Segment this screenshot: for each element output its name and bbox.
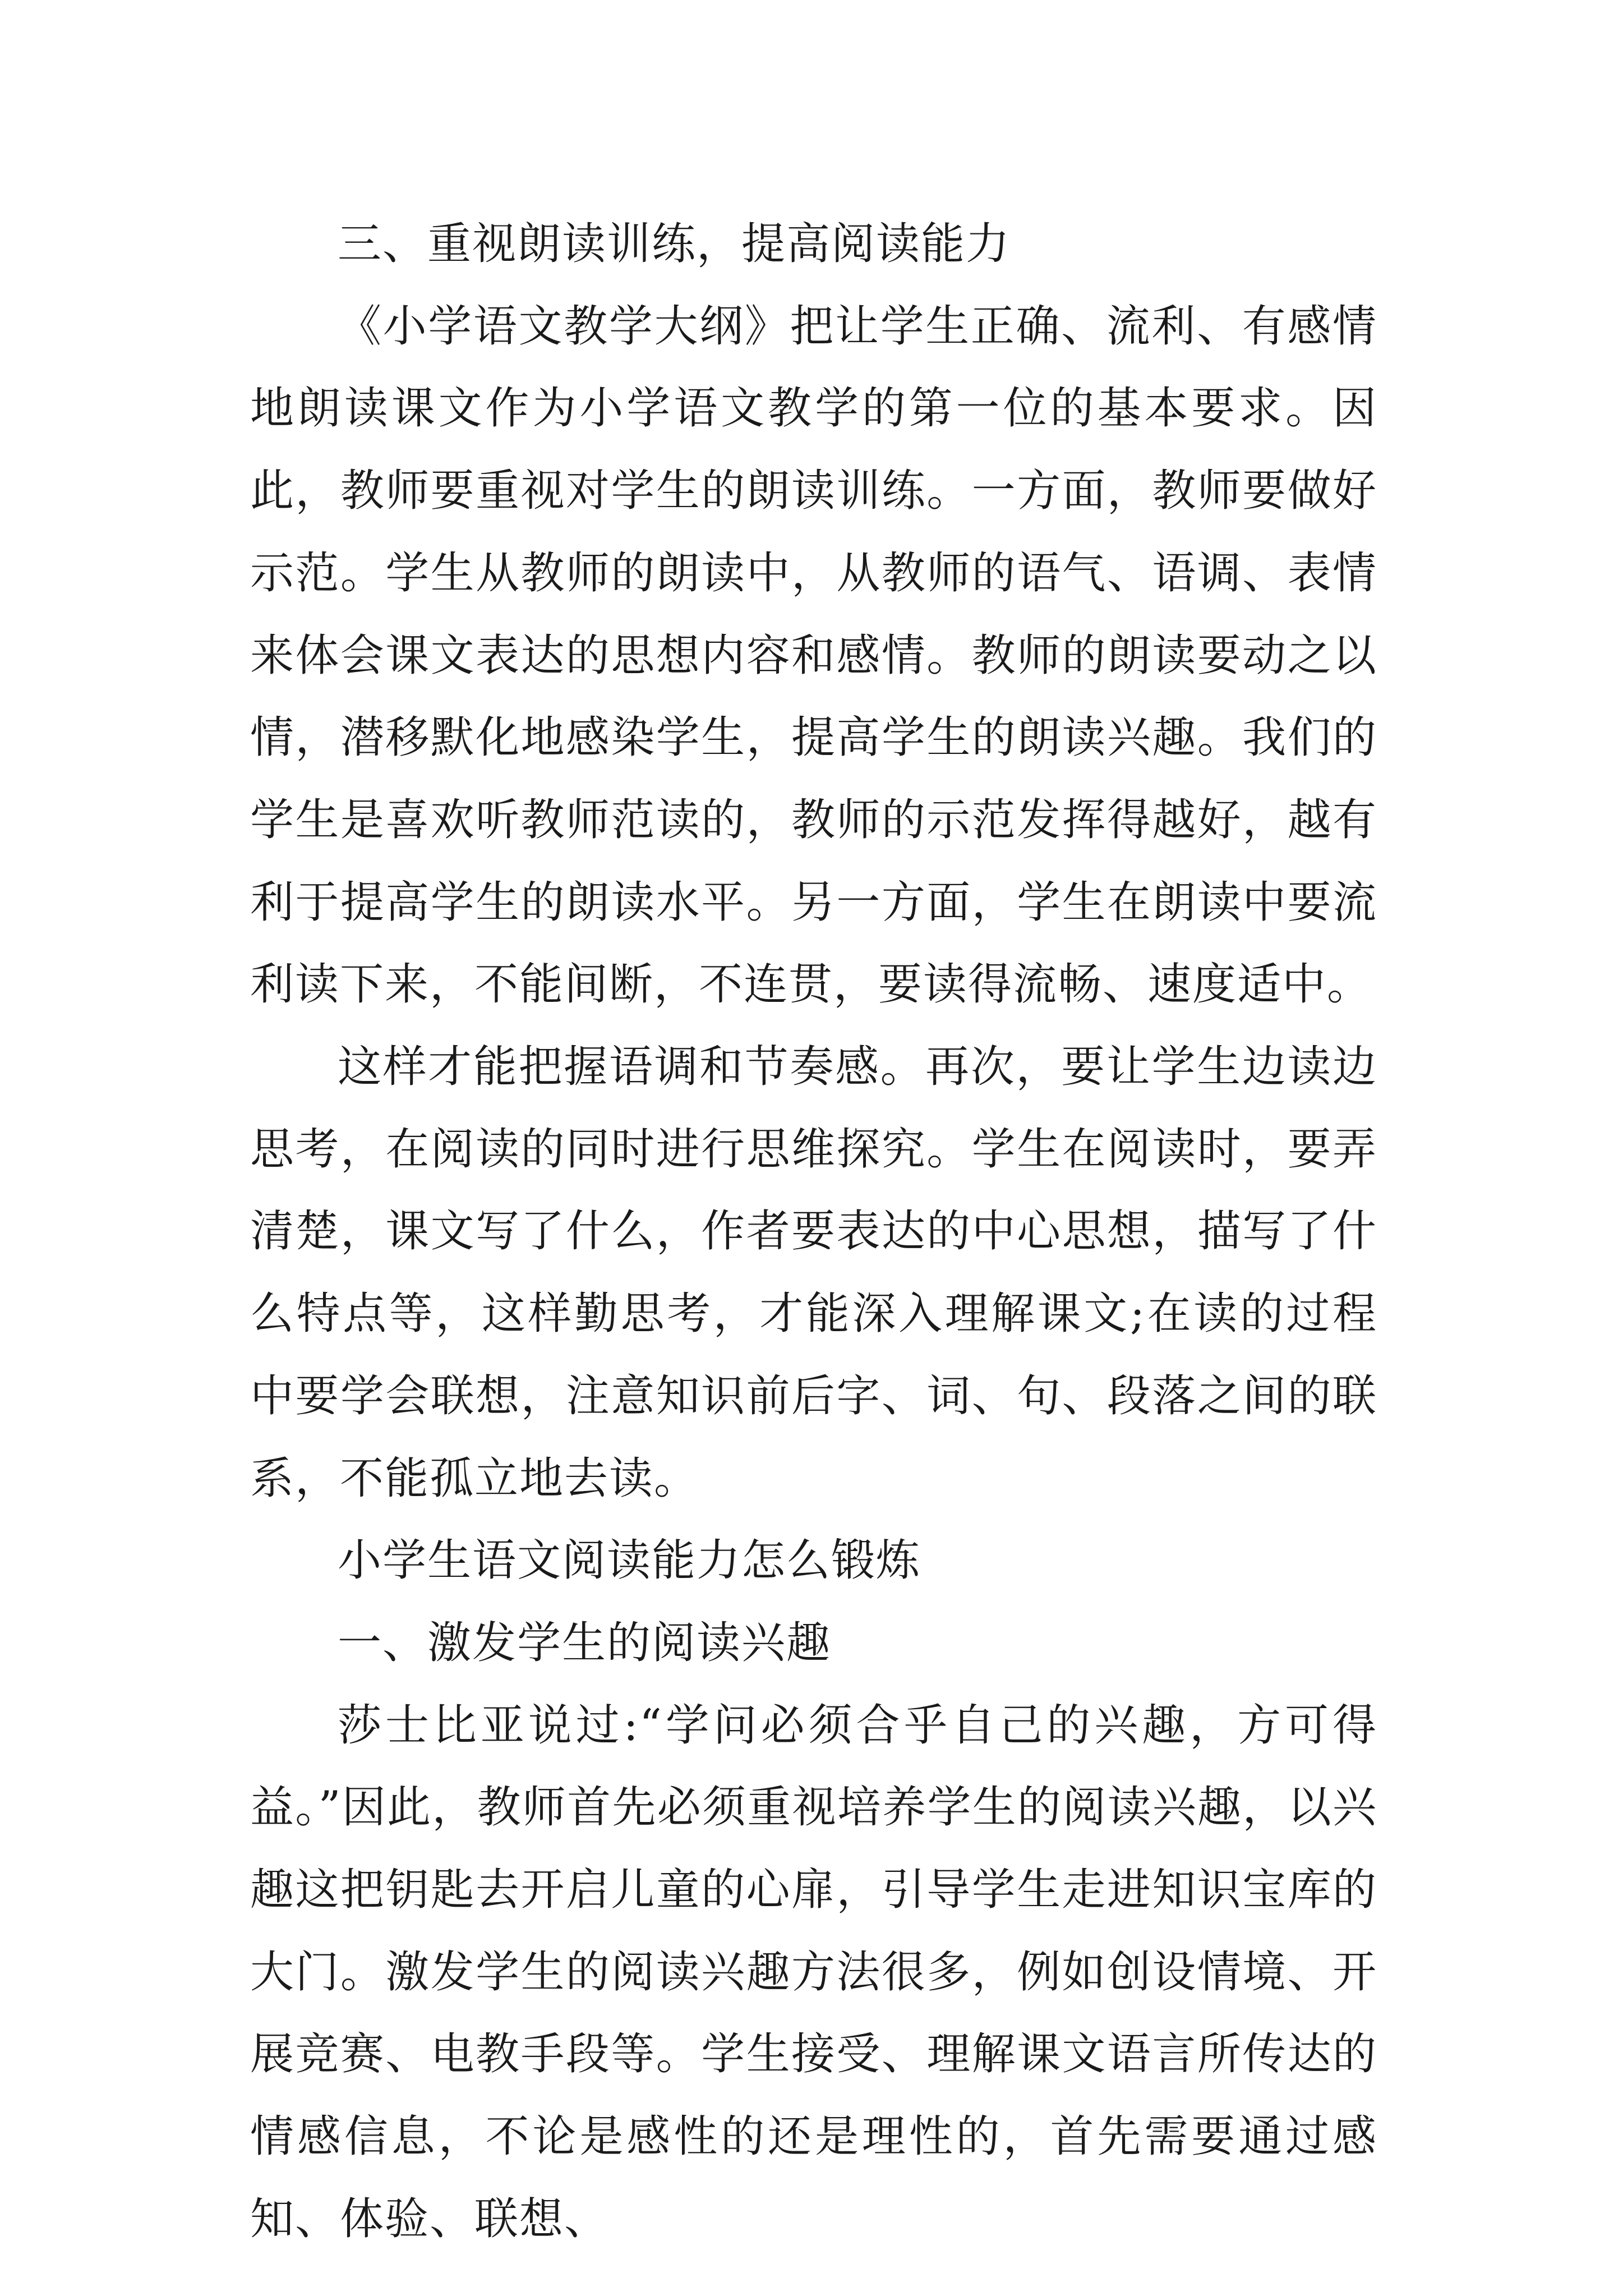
body-paragraph: 这样才能把握语调和节奏感。再次，要让学生边读边思考，在阅读的同时进行思维探究。学生在阅读时，要弄清楚，课文写了什么，作者要表达的中心思想，描写了什么特点等，这样勤思考，才能深入理解课文;在读的过程中要学会联想，注意知识前后字、词、句、段落之间的联系，不能孤立地去读。 xyxy=(250,1042,1377,1504)
section-heading-3: 三、重视朗读训练，提高阅读能力 xyxy=(338,219,1011,269)
article-title: 小学生语文阅读能力怎么锻炼 xyxy=(338,1535,921,1586)
body-paragraph: 莎士比亚说过:“学问必须合乎自己的兴趣，方可得益。”因此，教师首先必须重视培养学生的阅读兴趣，以兴趣这把钥匙去开启儿童的心扉，引导学生走进知识宝库的大门。激发学生的阅读兴趣方法很多，例如创设情境、开展竞赛、电教手段等。学生接受、理解课文语言所传达的情感信息，不论是感性的还是理性的，首先需要通过感知、体验、联想、 xyxy=(250,1700,1377,2244)
document-body xyxy=(250,203,1377,2261)
section-heading-1: 一、激发学生的阅读兴趣 xyxy=(338,1617,832,1668)
body-paragraph: 《小学语文教学大纲》把让学生正确、流利、有感情地朗读课文作为小学语文教学的第一位的基本要求。因此，教师要重视对学生的朗读训练。一方面，教师要做好示范。学生从教师的朗读中，从教师的语气、语调、表情来体会课文表达的思想内容和感情。教师的朗读要动之以情，潜移默化地感染学生，提高学生的朗读兴趣。我们的学生是喜欢听教师范读的，教师的示范发挥得越好，越有利于提高学生的朗读水平。另一方面，学生在朗读中要流利读下来，不能间断，不连贯，要读得流畅、速度适中。 xyxy=(250,301,1377,1010)
